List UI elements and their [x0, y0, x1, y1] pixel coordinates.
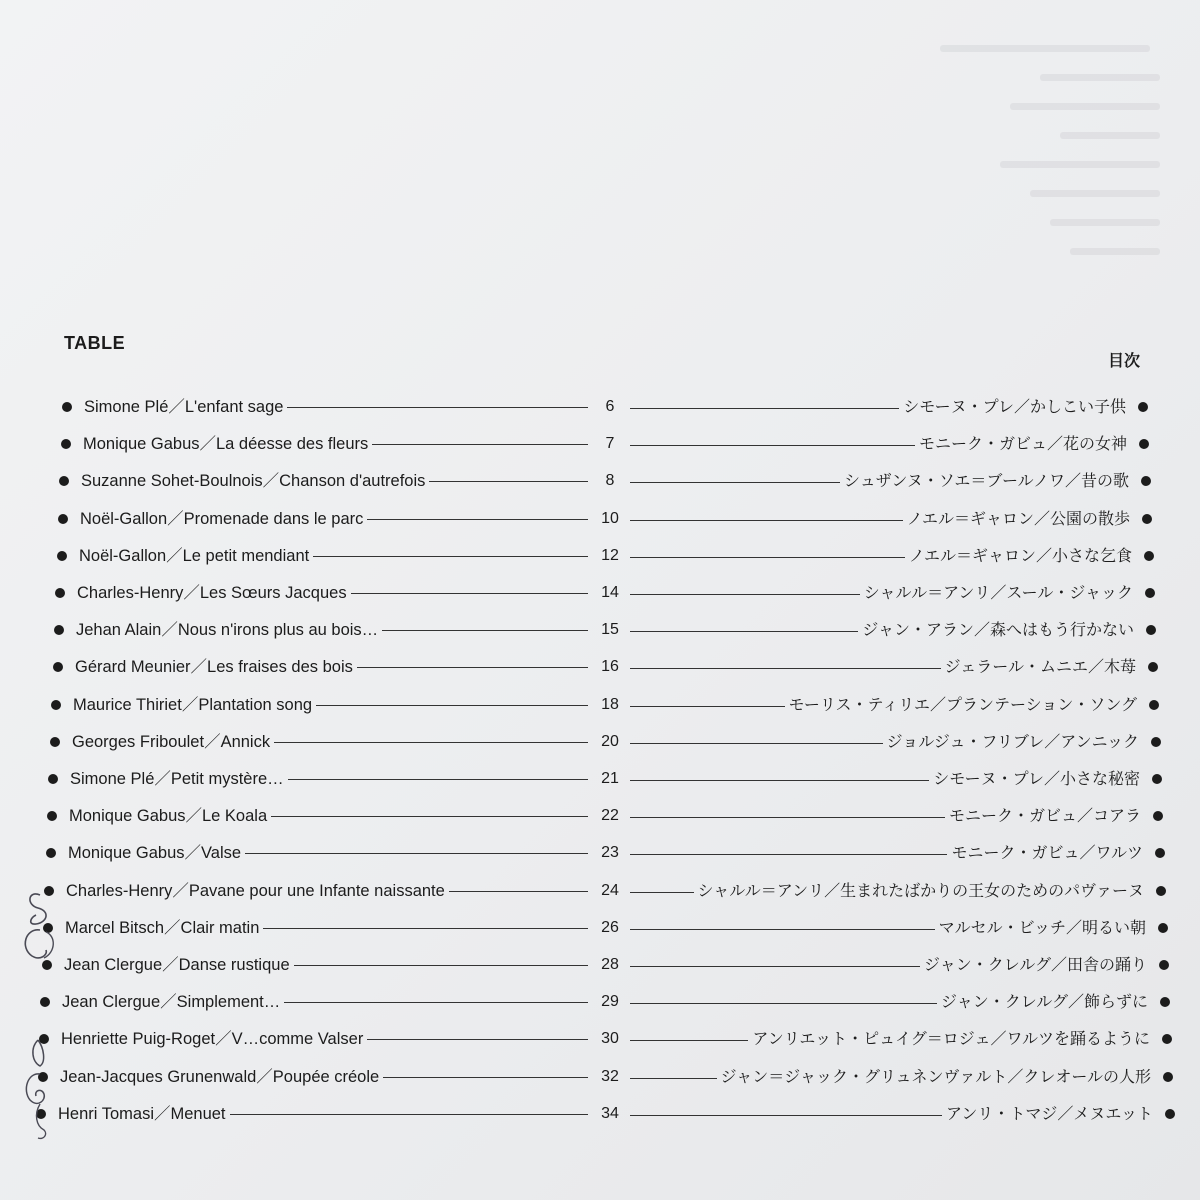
leader-line [630, 668, 941, 669]
leader-line [630, 1040, 748, 1041]
table-row [0, 842, 1200, 866]
bullet-icon [48, 774, 58, 784]
bullet-icon [44, 886, 54, 896]
entry-title-french: Marcel Bitsch／Clair matin [65, 918, 260, 937]
leader-line [263, 928, 588, 929]
table-row [0, 433, 1200, 457]
leader-line [288, 779, 588, 780]
page-number: 29 [601, 993, 619, 1011]
entry-title-french: Simone Plé／L'enfant sage [84, 398, 284, 416]
leader-line [630, 929, 935, 930]
leader-line [630, 594, 860, 595]
bullet-icon [43, 923, 53, 933]
entry-title-japanese: ジャン・クレルグ／飾らずに [941, 992, 1148, 1012]
bullet-icon [1159, 960, 1169, 970]
bullet-icon [1162, 1034, 1172, 1044]
page-number: 6 [605, 398, 615, 415]
entry-title-french: Suzanne Sohet-Boulnois／Chanson d'autrefois [81, 472, 426, 491]
leader-line [230, 1114, 588, 1115]
bullet-icon [1152, 774, 1162, 784]
page-number: 21 [601, 770, 619, 787]
bullet-icon [59, 476, 69, 486]
leader-line [630, 557, 905, 558]
leader-line [630, 1078, 717, 1079]
bullet-icon [51, 700, 61, 710]
table-row [0, 694, 1200, 718]
leader-line [630, 445, 915, 446]
table-row [0, 545, 1200, 569]
entry-title-french: Gérard Meunier／Les fraises des bois [75, 658, 353, 677]
leader-line [284, 1002, 588, 1003]
bullet-icon [1142, 514, 1152, 524]
page-number: 15 [601, 621, 619, 639]
bullet-icon [53, 662, 63, 672]
bullet-icon [46, 848, 56, 858]
bullet-icon [39, 1034, 49, 1044]
leader-line [630, 482, 840, 483]
entry-title-french: Charles-Henry／Les Sœurs Jacques [77, 584, 347, 602]
page-number: 10 [601, 509, 619, 527]
table-heading: TABLE [64, 333, 126, 353]
entry-title-french: Georges Friboulet／Annick [72, 732, 271, 751]
bullet-icon [1156, 886, 1166, 896]
bullet-icon [62, 402, 72, 412]
table-row [0, 656, 1200, 680]
entry-title-japanese: マルセル・ビッチ／明るい朝 [938, 917, 1146, 937]
leader-line [357, 667, 588, 668]
leader-line [372, 444, 588, 445]
page-number: 16 [601, 658, 619, 676]
entry-title-french: Henriette Puig-Roget／V…comme Valser [61, 1030, 364, 1049]
bullet-icon [1145, 588, 1155, 598]
bullet-icon [40, 997, 50, 1007]
bullet-icon [1155, 848, 1165, 858]
entry-title-japanese: ジャン＝ジャック・グリュネンヴァルト／クレオールの人形 [720, 1066, 1151, 1086]
bullet-icon [1158, 923, 1168, 933]
page-number: 30 [601, 1030, 619, 1048]
bullet-icon [1151, 737, 1161, 747]
table-row [0, 508, 1200, 532]
entry-title-french: Henri Tomasi／Menuet [58, 1104, 226, 1123]
page-number: 18 [601, 695, 619, 713]
table-heading-japanese: 目次 [1108, 351, 1141, 370]
bullet-icon [1165, 1109, 1175, 1119]
page-number: 24 [601, 881, 619, 899]
leader-line [630, 1115, 942, 1116]
bullet-icon [54, 625, 64, 635]
leader-line [630, 1003, 937, 1004]
leader-line [429, 481, 588, 482]
table-row [0, 582, 1200, 606]
page-number: 12 [601, 546, 619, 564]
leader-line [383, 1077, 588, 1078]
entry-title-japanese: モニーク・ガビュ／コアラ [948, 806, 1141, 826]
leader-line [630, 854, 947, 855]
entry-title-french: Noël-Gallon／Promenade dans le parc [80, 509, 364, 528]
entry-title-japanese: シモーヌ・プレ／小さな秘密 [933, 769, 1140, 788]
table-row [0, 917, 1200, 941]
bullet-icon [61, 439, 71, 449]
table-row [0, 1103, 1200, 1127]
entry-title-french: Monique Gabus／La déesse des fleurs [83, 435, 369, 454]
page-number: 14 [601, 584, 619, 601]
page-number: 28 [601, 956, 619, 973]
table-row [0, 991, 1200, 1015]
leader-line [630, 892, 694, 893]
table-row [0, 731, 1200, 755]
bullet-icon [1163, 1072, 1173, 1082]
table-row [0, 619, 1200, 643]
leader-line [630, 520, 903, 521]
entry-title-japanese: アンリエット・ピュイグ＝ロジェ／ワルツを踊るように [752, 1029, 1150, 1049]
entry-title-japanese: モーリス・ティリエ／プランテーション・ソング [788, 694, 1137, 714]
table-row [0, 1028, 1200, 1052]
bullet-icon [1160, 997, 1170, 1007]
entry-title-french: Jehan Alain／Nous n'irons plus au bois… [76, 621, 379, 640]
entry-title-french: Simone Plé／Petit mystère… [70, 770, 284, 788]
leader-line [316, 705, 588, 706]
entry-title-french: Monique Gabus／Le Koala [69, 807, 268, 826]
table-row [0, 954, 1200, 978]
page-number: 26 [601, 918, 619, 936]
leader-line [367, 519, 588, 520]
table-row [0, 1066, 1200, 1090]
entry-title-japanese: シャルル＝アンリ／生まれたばかりの王女のためのパヴァーヌ [697, 880, 1144, 900]
leader-line [294, 965, 588, 966]
leader-line [630, 743, 883, 744]
entry-title-japanese: シャルル＝アンリ／スール・ジャック [863, 583, 1133, 602]
entry-title-french: Maurice Thiriet／Plantation song [73, 695, 313, 714]
entry-title-french: Jean Clergue／Danse rustique [64, 956, 290, 974]
entry-title-japanese: ジェラール・ムニエ／木苺 [944, 657, 1136, 677]
bullet-icon [42, 960, 52, 970]
leader-line [351, 593, 588, 594]
entry-title-french: Noël-Gallon／Le petit mendiant [79, 546, 310, 565]
faint-show-through-text [940, 45, 1170, 277]
bullet-icon [1153, 811, 1163, 821]
bullet-icon [57, 551, 67, 561]
bullet-icon [1139, 439, 1149, 449]
leader-line [313, 556, 588, 557]
entry-title-japanese: シュザンヌ・ソエ＝ブールノワ／昔の歌 [844, 471, 1129, 491]
bullet-icon [55, 588, 65, 598]
table-row [0, 805, 1200, 829]
entry-title-japanese: ジャン・アラン／森へはもう行かない [862, 620, 1134, 640]
bullet-icon [1148, 662, 1158, 672]
leader-line [630, 817, 945, 818]
page-number: 22 [601, 807, 619, 825]
leader-line [271, 816, 588, 817]
leader-line [449, 891, 588, 892]
entry-title-japanese: アンリ・トマジ／メヌエット [945, 1103, 1153, 1123]
bullet-icon [38, 1072, 48, 1082]
entry-title-french: Monique Gabus／Valse [68, 844, 242, 863]
page-number: 34 [601, 1104, 619, 1122]
entry-title-french: Jean-Jacques Grunenwald／Poupée créole [60, 1067, 380, 1086]
table-row [0, 470, 1200, 494]
bullet-icon [1144, 551, 1154, 561]
leader-line [630, 966, 920, 967]
leader-line [630, 631, 858, 632]
leader-line [630, 706, 785, 707]
entry-title-french: Charles-Henry／Pavane pour une Infante naissante [66, 881, 445, 900]
leader-line [367, 1039, 588, 1040]
leader-line [287, 407, 588, 408]
bullet-icon [58, 514, 68, 524]
leader-line [630, 780, 929, 781]
entry-title-japanese: ジャン・クレルグ／田舎の踊り [924, 955, 1147, 974]
page-number: 8 [605, 472, 615, 490]
entry-title-japanese: ノエル＝ギャロン／小さな乞食 [908, 545, 1132, 565]
entry-title-japanese: モニーク・ガビュ／ワルツ [951, 843, 1143, 863]
leader-line [382, 630, 588, 631]
bullet-icon [47, 811, 57, 821]
leader-line [274, 742, 588, 743]
leader-line [245, 853, 588, 854]
bullet-icon [1141, 476, 1151, 486]
entry-title-french: Jean Clergue／Simplement… [62, 993, 281, 1012]
bullet-icon [1146, 625, 1156, 635]
entry-title-japanese: モニーク・ガビュ／花の女神 [918, 434, 1127, 454]
table-row [0, 880, 1200, 904]
page-number: 23 [601, 844, 619, 862]
entry-title-japanese: ジョルジュ・フリブレ／アンニック [886, 731, 1139, 751]
page-number: 7 [605, 435, 615, 453]
table-row [0, 768, 1200, 792]
table-row [0, 396, 1200, 420]
bullet-icon [50, 737, 60, 747]
bullet-icon [1149, 700, 1159, 710]
entry-title-japanese: ノエル＝ギャロン／公園の散歩 [906, 508, 1130, 528]
page-number: 20 [601, 732, 619, 750]
entry-title-japanese: シモーヌ・プレ／かしこい子供 [903, 397, 1126, 416]
bullet-icon [1138, 402, 1148, 412]
leader-line [630, 408, 899, 409]
bullet-icon [36, 1109, 46, 1119]
page-number: 32 [601, 1067, 619, 1085]
